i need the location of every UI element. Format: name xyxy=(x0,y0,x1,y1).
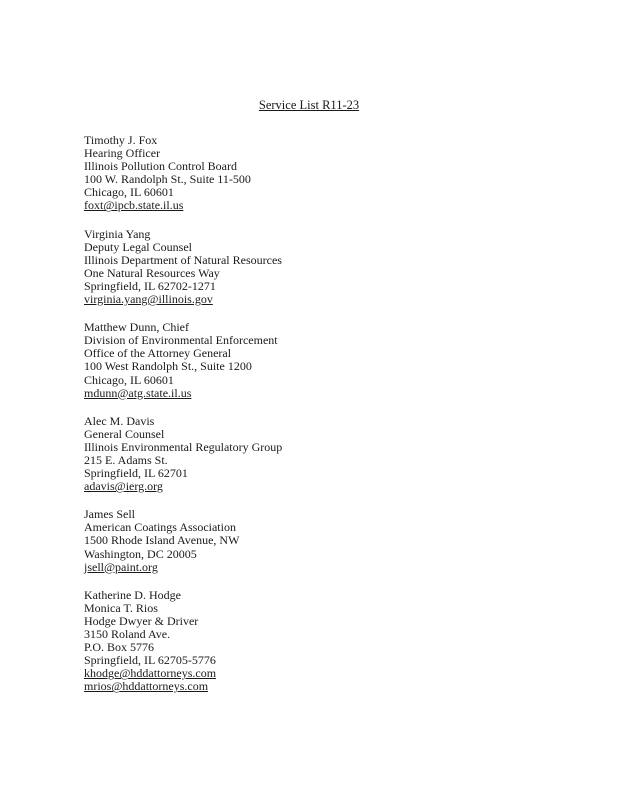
contact-name: Katherine D. Hodge xyxy=(84,587,181,602)
contact-city-state-zip: Springfield, IL 62705-5776 xyxy=(84,653,216,668)
service-entry xyxy=(84,415,564,494)
contact-city-state-zip: Chicago, IL 60601 xyxy=(84,185,174,200)
contact-email: adavis@ierg.org xyxy=(84,479,163,494)
contact-email: virginia.yang@illinois.gov xyxy=(84,292,213,307)
service-entry xyxy=(84,321,564,400)
contact-name: Timothy J. Fox xyxy=(84,133,158,147)
service-list xyxy=(84,134,564,708)
contact-city-state-zip: Springfield, IL 62702-1271 xyxy=(84,278,216,293)
contact-street-address: One Natural Resources Way xyxy=(84,265,220,280)
service-entry xyxy=(84,134,564,213)
contact-city-state-zip: Springfield, IL 62701 xyxy=(84,466,188,481)
contact-name: Monica T. Rios xyxy=(84,600,158,615)
contact-city-state-zip: Chicago, IL 60601 xyxy=(84,372,174,387)
contact-title: Deputy Legal Counsel xyxy=(84,239,192,254)
contact-organization: Illinois Environmental Regulatory Group xyxy=(84,439,283,454)
contact-city-state-zip: Washington, DC 20005 xyxy=(84,546,197,561)
contact-street-address: 100 West Randolph St., Suite 1200 xyxy=(84,359,252,374)
contact-name: Matthew Dunn, Chief xyxy=(84,320,189,335)
contact-po-box: P.O. Box 5776 xyxy=(84,640,155,655)
contact-email: mrios@hddattorneys.com xyxy=(84,679,209,694)
contact-name: Alec M. Davis xyxy=(84,413,155,428)
service-entry xyxy=(84,508,564,573)
service-entry xyxy=(84,589,564,694)
contact-name: James Sell xyxy=(84,507,135,522)
contact-email: mdunn@atg.state.il.us xyxy=(84,385,192,400)
contact-street-address: 1500 Rhode Island Avenue, NW xyxy=(84,533,240,548)
contact-street-address: 215 E. Adams St. xyxy=(84,452,168,467)
contact-organization: American Coatings Association xyxy=(84,520,236,535)
service-entry xyxy=(84,228,564,307)
contact-email: jsell@paint.org xyxy=(84,559,158,574)
page-title: Service List R11-23 xyxy=(258,98,360,112)
contact-street-address: 3150 Roland Ave. xyxy=(84,627,171,641)
contact-name: Virginia Yang xyxy=(84,226,151,241)
contact-street-address: 100 W. Randolph St., Suite 11-500 xyxy=(84,172,251,187)
contact-title: Hearing Officer xyxy=(84,146,161,161)
contact-organization: Illinois Pollution Control Board xyxy=(84,159,238,174)
contact-organization: Illinois Department of Natural Resources xyxy=(84,252,282,267)
contact-email: khodge@hddattorneys.com xyxy=(84,666,217,681)
contact-organization: Hodge Dwyer & Driver xyxy=(84,613,199,628)
contact-division: Division of Environmental Enforcement xyxy=(84,333,278,348)
contact-organization: Office of the Attorney General xyxy=(84,346,232,361)
contact-email: foxt@ipcb.state.il.us xyxy=(84,198,184,213)
contact-title: General Counsel xyxy=(84,426,165,441)
